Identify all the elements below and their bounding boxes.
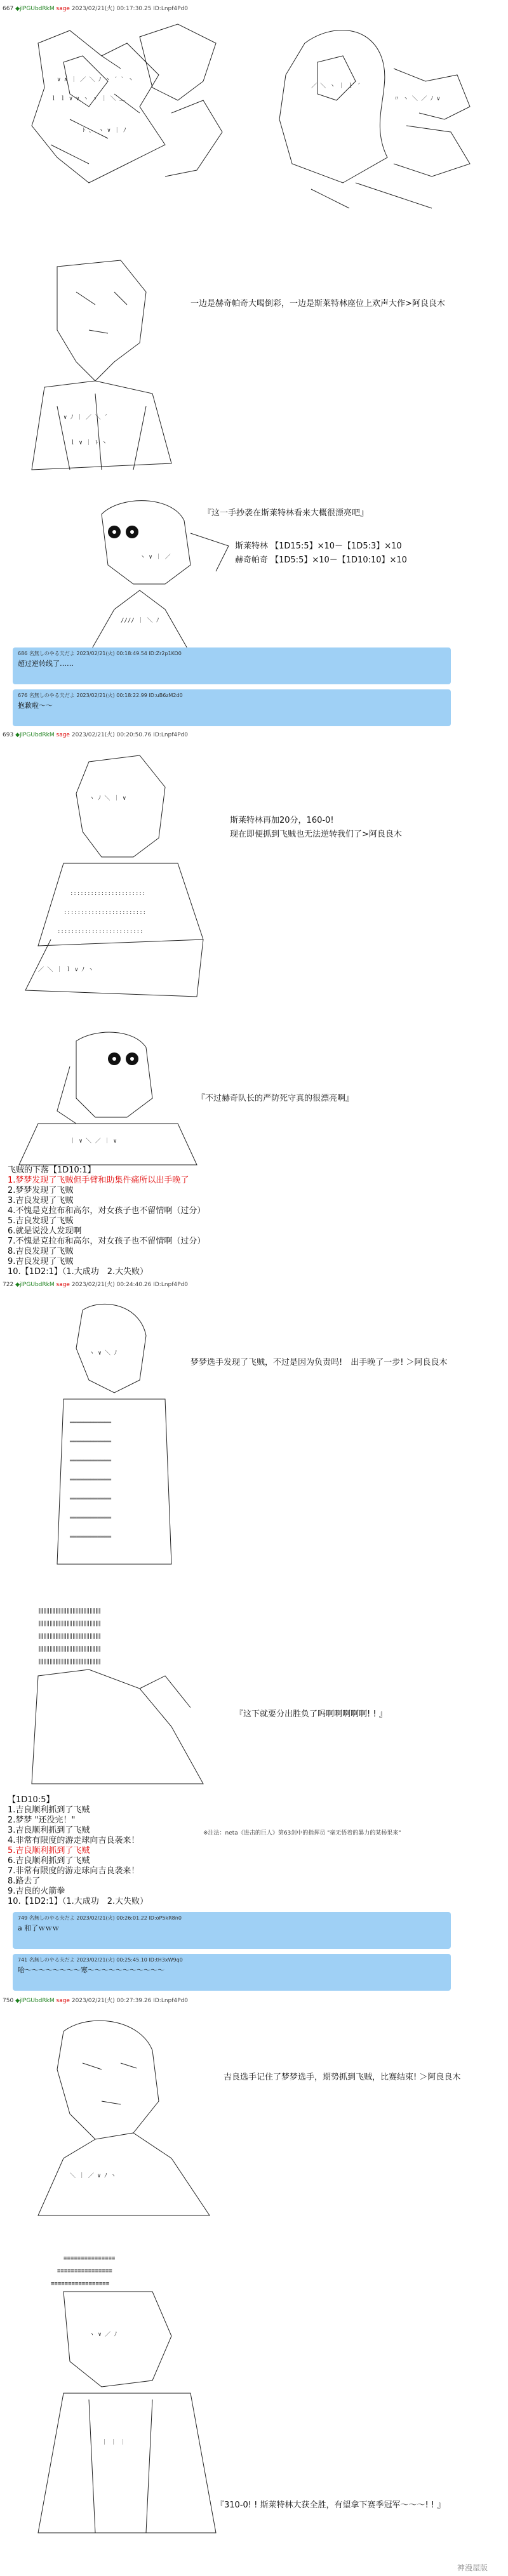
reply-bubble xyxy=(13,689,451,726)
caption-9: 『310-0! ! 斯莱特林大获全胜，有望拿下赛季冠军～～～! ! 』 xyxy=(216,2500,446,2510)
reply-body: 哈～～～～～～～～寒～～～～～～～～～～～ xyxy=(18,1966,164,1974)
svg-text:∨ ∧ ｜ ／ ＼ ﾉ 丶 ´ ` ヽ: ∨ ∧ ｜ ／ ＼ ﾉ 丶 ´ ` ヽ xyxy=(57,77,133,83)
svg-text:｜ ｜ ｜: ｜ ｜ ｜ xyxy=(102,2440,126,2446)
post-date: 2023/02/21(火) 00:24:40.26 ID:Lnpf4Pd0 xyxy=(71,1282,189,1288)
svg-text:::::::::::::::::::::::::: :::::::::::::::::::::::: xyxy=(64,910,147,916)
caption-3: 斯莱特林再加20分，160-0! xyxy=(230,816,334,825)
svg-text:ヽ ∨ ｜ ／: ヽ ∨ ｜ ／ xyxy=(140,554,171,561)
list-item: 5.吉良顺利抓到了飞贼 xyxy=(8,1846,90,1856)
poster-trip: sage xyxy=(56,1998,70,2004)
svg-text:／ ＼ ｜ ｌ ∨ ﾉ ヽ: ／ ＼ ｜ ｌ ∨ ﾉ ヽ xyxy=(38,967,94,973)
svg-text:∥∥∥∥∥∥∥∥∥∥∥∥∥∥∥∥∥∥∥∥∥∥: ∥∥∥∥∥∥∥∥∥∥∥∥∥∥∥∥∥∥∥∥∥∥ xyxy=(38,1646,101,1652)
ascii-art-character-2 xyxy=(19,254,184,482)
svg-text:ﾄ 、 ヽ ∨ ｜ ﾉ: ﾄ 、 ヽ ∨ ｜ ﾉ xyxy=(83,128,126,134)
watermark: 神漫屋版 xyxy=(457,2563,488,2572)
post-number[interactable]: 667 xyxy=(3,6,14,12)
ascii-art-character-5 xyxy=(13,1028,203,1168)
post-number[interactable]: 722 xyxy=(3,1282,14,1288)
post-number[interactable]: 750 xyxy=(3,1998,14,2004)
post-number[interactable]: 693 xyxy=(3,732,14,738)
list-item: 7.非常有限度的游走球向吉良袭来！ xyxy=(8,1866,140,1876)
svg-text:〃 ヽ ＼ ／ ﾉ ∨: 〃 ヽ ＼ ／ ﾉ ∨ xyxy=(394,96,441,102)
list-item: 1.梦梦发现了飞贼但手臂和助集件痛所以出手晚了 xyxy=(8,1176,189,1185)
list-item: 2.梦梦 "还没完！" xyxy=(8,1816,76,1825)
reply-body: 超过逆转线了…… xyxy=(18,660,74,668)
svg-text:════════════: ════════════ xyxy=(70,1496,112,1503)
reply-bubble xyxy=(13,1954,451,1991)
svg-text:════════════: ════════════ xyxy=(70,1477,112,1484)
svg-text::::::::::::::::::::::::::: ::::::::::::::::::::::::: xyxy=(57,929,144,935)
list-item: 1.吉良顺利抓到了飞贼 xyxy=(8,1805,90,1815)
ascii-art-scene-9 xyxy=(25,2241,229,2539)
svg-text:════════════: ════════════ xyxy=(70,1458,112,1464)
caption-4: 现在即便抓到飞贼也无法逆转我们了>阿良良木 xyxy=(230,830,402,839)
post-header xyxy=(3,1280,188,1288)
svg-text:∥∥∥∥∥∥∥∥∥∥∥∥∥∥∥∥∥∥∥∥∥∥: ∥∥∥∥∥∥∥∥∥∥∥∥∥∥∥∥∥∥∥∥∥∥ xyxy=(38,1659,101,1665)
caption-2: 『这一手抄袭在斯莱特林看来大概很漂亮吧』 xyxy=(203,508,369,518)
dice-result-1: 斯莱特林 【1D15:5】×10－【1D5:3】×10 xyxy=(235,541,402,551)
svg-text:≡≡≡≡≡≡≡≡≡≡≡≡≡≡≡≡: ≡≡≡≡≡≡≡≡≡≡≡≡≡≡≡≡ xyxy=(57,2268,112,2274)
svg-text:════════════: ════════════ xyxy=(70,1515,112,1522)
ascii-art-character-8 xyxy=(25,2012,222,2222)
poster-name: ◆jlPGUbdRkM xyxy=(15,732,55,738)
svg-text:≡≡≡≡≡≡≡≡≡≡≡≡≡≡≡: ≡≡≡≡≡≡≡≡≡≡≡≡≡≡≡ xyxy=(64,2255,116,2262)
list-item: 3.吉良发现了飞贼 xyxy=(8,1196,74,1205)
list-item: 9.吉良的火箭拳 xyxy=(8,1887,65,1896)
list-item: 8.吉良发现了飞贼 xyxy=(8,1247,74,1256)
footnote: ※注法：neta《进击的巨人》第63剑中的指挥员 "毫无悟着的暴力的某杨果来" xyxy=(203,1830,401,1836)
caption-7: 『这下就要分出胜负了吗啊啊啊啊啊! ! 』 xyxy=(235,1710,387,1719)
dice-result-2: 赫奇帕奇 【1D5:5】×10－【1D10:10】×10 xyxy=(235,555,407,565)
poster-name: ◆jlPGUbdRkM xyxy=(15,1282,55,1288)
list-item: 4.非常有限度的游走球向吉良袭来！ xyxy=(8,1836,140,1845)
post-header xyxy=(3,4,188,12)
reply-header: 741 名無しのやる夫だよ 2023/02/21(火) 00:25:45.10 ID:tH3xW9q0 xyxy=(18,1957,183,1963)
poster-name: ◆jlPGUbdRkM xyxy=(15,1998,55,2004)
list-item: 8.路去了 xyxy=(8,1876,41,1886)
list-title: 【1D10:5】 xyxy=(8,1795,55,1805)
caption-6: 梦梦选手发现了飞贼，不过是因为负责吗! 出手晚了一步! ＞阿良良木 xyxy=(190,1358,448,1367)
poster-trip: sage xyxy=(56,732,70,738)
list-item: 7.不愧是克拉布和高尔，对女孩子也不留情啊（过分） xyxy=(8,1237,206,1246)
ascii-art-character-4 xyxy=(13,749,216,1003)
svg-text:ｌ ∨ ｜ ﾄ ヽ: ｌ ∨ ｜ ﾄ ヽ xyxy=(70,440,107,446)
svg-text:ヽ ∨ ／ ﾉ: ヽ ∨ ／ ﾉ xyxy=(89,2332,117,2338)
svg-text:≡≡≡≡≡≡≡≡≡≡≡≡≡≡≡≡≡: ≡≡≡≡≡≡≡≡≡≡≡≡≡≡≡≡≡ xyxy=(51,2281,110,2287)
post-date: 2023/02/21(火) 00:27:39.26 ID:Lnpf4Pd0 xyxy=(71,1998,189,2004)
svg-text:∥∥∥∥∥∥∥∥∥∥∥∥∥∥∥∥∥∥∥∥∥∥: ∥∥∥∥∥∥∥∥∥∥∥∥∥∥∥∥∥∥∥∥∥∥ xyxy=(38,1633,101,1640)
ascii-art-character-6 xyxy=(38,1298,184,1577)
ascii-art-character-3 xyxy=(64,495,241,660)
dice-list-1 xyxy=(8,1165,205,1277)
svg-text:ヽ ﾉ ＼ ｜ ∨: ヽ ﾉ ＼ ｜ ∨ xyxy=(89,795,126,802)
svg-text:ｌ ｌ ∨ ∨ ヽ ヽ ｜ ＼ ＿: ｌ ｌ ∨ ∨ ヽ ヽ ｜ ＼ ＿ xyxy=(51,96,126,102)
svg-text:∥∥∥∥∥∥∥∥∥∥∥∥∥∥∥∥∥∥∥∥∥∥: ∥∥∥∥∥∥∥∥∥∥∥∥∥∥∥∥∥∥∥∥∥∥ xyxy=(38,1621,101,1627)
reply-header: 676 名無しのやる夫だよ 2023/02/21(火) 00:18:22.99 ID:uB6zM2d0 xyxy=(18,693,183,698)
reply-body: 抱歉啦～～ xyxy=(18,701,53,710)
post-date: 2023/02/21(火) 00:20:50.76 ID:Lnpf4Pd0 xyxy=(71,732,189,738)
list-title: 飞贼的下落【1D10:1】 xyxy=(8,1165,96,1175)
list-item: 4.不愧是克拉布和高尔，对女孩子也不留情啊（过分） xyxy=(8,1206,206,1216)
list-item: 5.吉良发现了飞贼 xyxy=(8,1216,74,1226)
svg-text:ヽ ∨ ＼ ﾉ: ヽ ∨ ＼ ﾉ xyxy=(89,1350,117,1357)
caption-1: 一边是赫奇帕奇大喝倒彩，一边是斯莱特林座位上欢声大作>阿良良木 xyxy=(190,299,445,309)
svg-text://// ｜ ＼ ﾉ: //// ｜ ＼ ﾉ xyxy=(121,618,159,624)
list-item: 10.【1D2:1】（1.大成功 2.大失败） xyxy=(8,1897,149,1906)
post-date: 2023/02/21(火) 00:17:30.25 ID:Lnpf4Pd0 xyxy=(71,6,189,12)
list-item: 3.吉良顺利抓到了飞贼 xyxy=(8,1826,90,1835)
caption-5: 『不过赫奇队长的严防死守真的很漂亮啊』 xyxy=(197,1094,354,1103)
ascii-art-character-7 xyxy=(25,1600,229,1790)
svg-text:∨ ﾉ ｜ ／ ＼ ´: ∨ ﾉ ｜ ／ ＼ ´ xyxy=(64,415,108,421)
post-header xyxy=(3,730,188,738)
svg-text:／ ＼ ヽ ｜ ｌ ´: ／ ＼ ヽ ｜ ｌ ´ xyxy=(311,83,361,90)
reply-body: a 和了ｗｗｗ xyxy=(18,1924,60,1932)
svg-text:════════════: ════════════ xyxy=(70,1420,112,1426)
list-item: 10.【1D2:1】（1.大成功 2.大失败） xyxy=(8,1267,149,1277)
svg-text:｜ ∨ ＼ ／ ｜ ∨: ｜ ∨ ＼ ／ ｜ ∨ xyxy=(70,1138,117,1145)
ascii-art-scene-1 xyxy=(13,18,495,221)
list-item: 6.吉良顺利抓到了飞贼 xyxy=(8,1856,90,1866)
svg-text:════════════: ════════════ xyxy=(70,1439,112,1445)
list-item: 2.梦梦发现了飞贼 xyxy=(8,1186,74,1195)
caption-8: 吉良选手记住了梦梦选手，期势抓到飞贼，比赛结束! ＞阿良良木 xyxy=(224,2073,461,2082)
svg-text:::::::::::::::::::::::: :::::::::::::::::::::: xyxy=(70,891,146,897)
poster-trip: sage xyxy=(56,6,70,12)
poster-trip: sage xyxy=(56,1282,70,1288)
dice-list-2 xyxy=(8,1795,148,1907)
svg-text:＼ ｜ ／ ∨ ﾉ ヽ: ＼ ｜ ／ ∨ ﾉ ヽ xyxy=(70,2173,117,2179)
reply-bubble xyxy=(13,1912,451,1949)
list-item: 9.吉良发现了飞贼 xyxy=(8,1257,74,1266)
reply-header: 749 名無しのやる夫だよ 2023/02/21(火) 00:26:01.22 ID:oP5kR8n0 xyxy=(18,1915,182,1921)
reply-bubble xyxy=(13,647,451,684)
post-header xyxy=(3,1996,188,2004)
svg-text:∥∥∥∥∥∥∥∥∥∥∥∥∥∥∥∥∥∥∥∥∥∥: ∥∥∥∥∥∥∥∥∥∥∥∥∥∥∥∥∥∥∥∥∥∥ xyxy=(38,1608,101,1614)
poster-name: ◆jlPGUbdRkM xyxy=(15,6,55,12)
svg-text:════════════: ════════════ xyxy=(70,1534,112,1541)
list-item: 6.就是说没人发现啊 xyxy=(8,1226,82,1236)
reply-header: 686 名無しのやる夫だよ 2023/02/21(火) 00:18:49.54 ID:Zr2p1KO0 xyxy=(18,651,182,656)
